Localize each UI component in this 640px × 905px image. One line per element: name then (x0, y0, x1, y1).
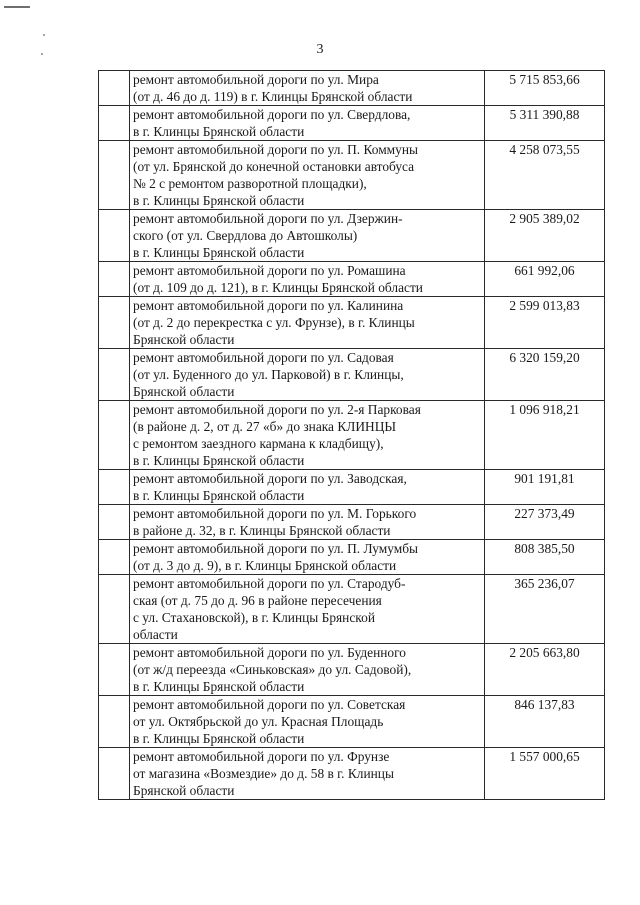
description-line: ремонт автомобильной дороги по ул. Заводская, (133, 471, 407, 486)
description-line: в г. Клинцы Брянской области (133, 245, 305, 260)
description-line: с ул. Стахановской), в г. Клинцы Брянской (133, 610, 375, 625)
scan-speck (43, 34, 45, 36)
table-row (99, 210, 605, 262)
description-cell (130, 748, 485, 800)
page-number: 3 (316, 42, 324, 57)
description-line: (от ж/д переезда «Синьковская» до ул. Садовой), (133, 662, 412, 677)
description-line: (от ул. Буденного до ул. Парковой) в г. Клинцы, (133, 367, 404, 382)
description-line: в г. Клинцы Брянской области (133, 193, 305, 208)
description-line: ского (от ул. Свердлова до Автошколы) (133, 228, 358, 243)
row-index-cell (99, 748, 130, 800)
description-line: № 2 с ремонтом разворотной площадки), (133, 176, 367, 191)
description-line: (от д. 2 до перекрестка с ул. Фрунзе), в г. Клинцы (133, 315, 415, 330)
amount-cell: 4 258 073,55 (485, 141, 605, 210)
description-cell (130, 262, 485, 297)
description-cell (130, 297, 485, 349)
amount-cell: 227 373,49 (485, 505, 605, 540)
row-index-cell (99, 106, 130, 141)
table-row (99, 696, 605, 748)
table-row (99, 470, 605, 505)
description-line: в г. Клинцы Брянской области (133, 124, 305, 139)
table-row (99, 644, 605, 696)
description-cell (130, 470, 485, 505)
table-body (99, 71, 605, 800)
amount-cell: 2 905 389,02 (485, 210, 605, 262)
description-cell (130, 696, 485, 748)
table-row (99, 106, 605, 141)
description-line: (от д. 46 до д. 119) в г. Клинцы Брянской области (133, 89, 413, 104)
description-line: ремонт автомобильной дороги по ул. Дзержин- (133, 211, 403, 226)
description-line: с ремонтом заездного кармана к кладбищу), (133, 436, 384, 451)
description-line: ремонт автомобильной дороги по ул. Калинина (133, 298, 404, 313)
row-index-cell (99, 71, 130, 106)
description-line: ремонт автомобильной дороги по ул. 2-я Парковая (133, 402, 421, 417)
row-index-cell (99, 696, 130, 748)
description-cell (130, 644, 485, 696)
description-line: ремонт автомобильной дороги по ул. Фрунзе (133, 749, 390, 764)
table-row (99, 540, 605, 575)
row-index-cell (99, 644, 130, 696)
row-index-cell (99, 575, 130, 644)
row-index-cell (99, 297, 130, 349)
description-line: Брянской области (133, 384, 235, 399)
description-line: ремонт автомобильной дороги по ул. Садовая (133, 350, 394, 365)
amount-cell: 6 320 159,20 (485, 349, 605, 401)
description-cell (130, 210, 485, 262)
amount-cell: 808 385,50 (485, 540, 605, 575)
description-line: ремонт автомобильной дороги по ул. П. Лумумбы (133, 541, 419, 556)
row-index-cell (99, 141, 130, 210)
row-index-cell (99, 401, 130, 470)
roads-repair-table (98, 70, 605, 800)
table-row (99, 401, 605, 470)
amount-cell: 1 096 918,21 (485, 401, 605, 470)
table-row (99, 262, 605, 297)
description-cell (130, 401, 485, 470)
table-row (99, 748, 605, 800)
table-row (99, 505, 605, 540)
amount-cell: 2 205 663,80 (485, 644, 605, 696)
description-line: ремонт автомобильной дороги по ул. М. Горького (133, 506, 417, 521)
description-line: от магазина «Возмездие» до д. 58 в г. Клинцы (133, 766, 394, 781)
description-cell (130, 505, 485, 540)
description-line: ремонт автомобильной дороги по ул. Буденного (133, 645, 406, 660)
description-line: ремонт автомобильной дороги по ул. Ромашина (133, 263, 406, 278)
description-line: ремонт автомобильной дороги по ул. Свердлова, (133, 107, 411, 122)
amount-cell: 365 236,07 (485, 575, 605, 644)
description-cell (130, 71, 485, 106)
description-cell (130, 106, 485, 141)
description-cell (130, 575, 485, 644)
description-line: Брянской области (133, 783, 235, 798)
description-line: (от ул. Брянской до конечной остановки автобуса (133, 159, 415, 174)
row-index-cell (99, 540, 130, 575)
description-line: ремонт автомобильной дороги по ул. Мира (133, 72, 379, 87)
amount-cell: 2 599 013,83 (485, 297, 605, 349)
description-line: (от д. 3 до д. 9), в г. Клинцы Брянской области (133, 558, 397, 573)
row-index-cell (99, 349, 130, 401)
scan-corner-mark (4, 6, 30, 8)
description-line: Брянской области (133, 332, 235, 347)
table-row (99, 349, 605, 401)
description-line: области (133, 627, 178, 642)
description-line: от ул. Октябрьской до ул. Красная Площадь (133, 714, 384, 729)
amount-cell: 1 557 000,65 (485, 748, 605, 800)
table-row (99, 297, 605, 349)
row-index-cell (99, 262, 130, 297)
amount-cell: 5 715 853,66 (485, 71, 605, 106)
table-row (99, 141, 605, 210)
table-row (99, 71, 605, 106)
description-cell (130, 540, 485, 575)
amount-cell: 661 992,06 (485, 262, 605, 297)
row-index-cell (99, 505, 130, 540)
row-index-cell (99, 470, 130, 505)
description-line: в г. Клинцы Брянской области (133, 679, 305, 694)
amount-cell: 5 311 390,88 (485, 106, 605, 141)
description-line: в г. Клинцы Брянской области (133, 488, 305, 503)
row-index-cell (99, 210, 130, 262)
description-line: (от д. 109 до д. 121), в г. Клинцы Брянской области (133, 280, 423, 295)
description-cell (130, 349, 485, 401)
description-line: ремонт автомобильной дороги по ул. Советская (133, 697, 406, 712)
description-line: ремонт автомобильной дороги по ул. Стародуб- (133, 576, 406, 591)
description-line: в районе д. 32, в г. Клинцы Брянской области (133, 523, 391, 538)
description-line: ремонт автомобильной дороги по ул. П. Коммуны (133, 142, 419, 157)
table-row (99, 575, 605, 644)
amount-cell: 901 191,81 (485, 470, 605, 505)
description-line: (в районе д. 2, от д. 27 «б» до знака КЛИНЦЫ (133, 419, 397, 434)
description-line: в г. Клинцы Брянской области (133, 453, 305, 468)
amount-cell: 846 137,83 (485, 696, 605, 748)
description-cell (130, 141, 485, 210)
description-line: в г. Клинцы Брянской области (133, 731, 305, 746)
description-line: ская (от д. 75 до д. 96 в районе пересечения (133, 593, 382, 608)
